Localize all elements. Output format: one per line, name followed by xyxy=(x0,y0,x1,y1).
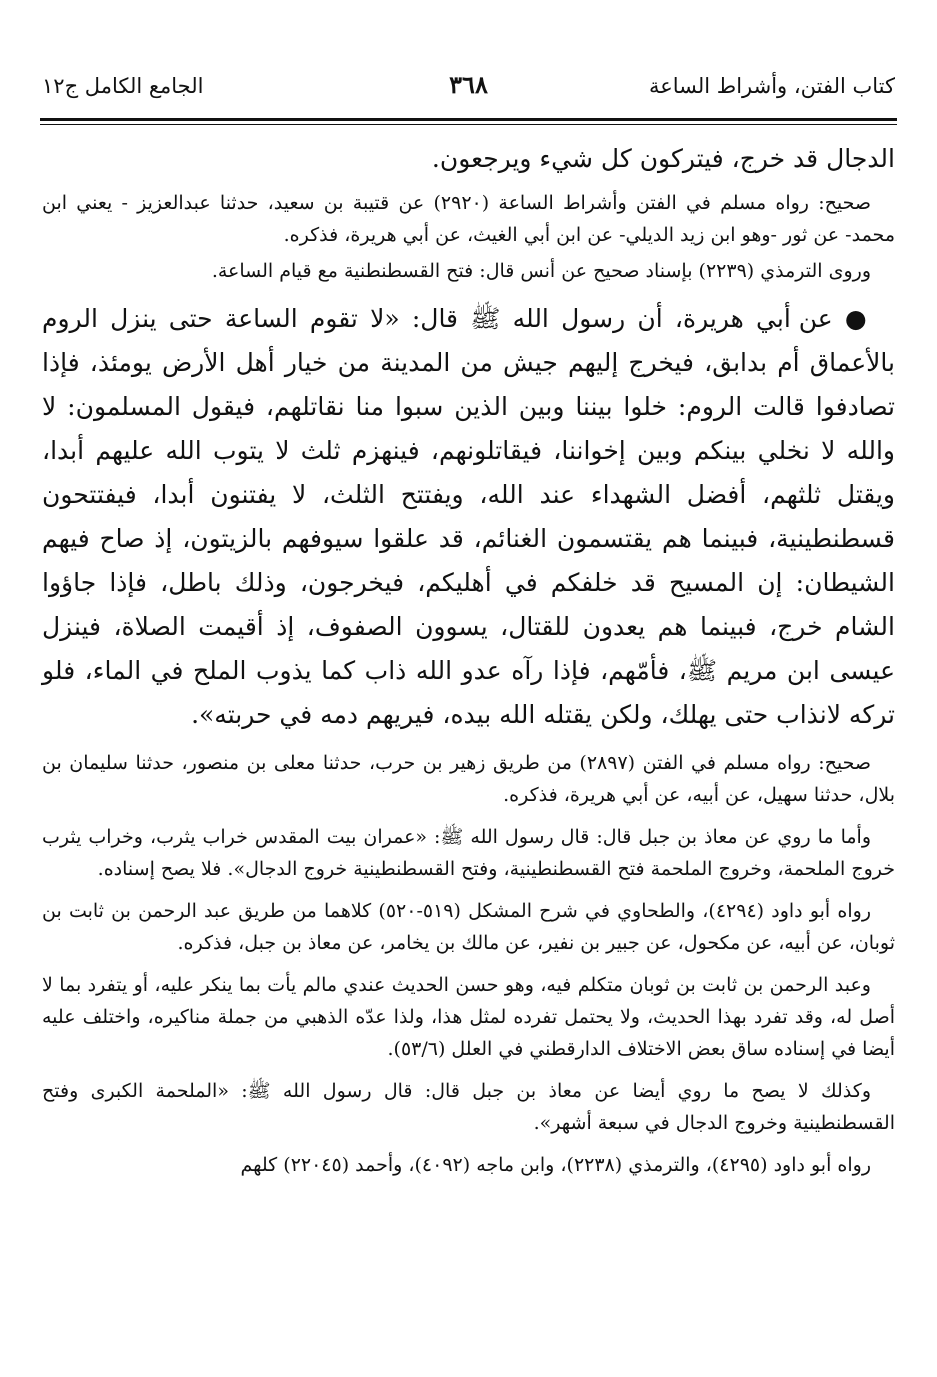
takhrij-note: صحيح: رواه مسلم في الفتن (٢٨٩٧) من طريق زهير بن حرب، حدثنا معلى بن منصور، حدثنا سليمان بن بلال، حدثنا سهيل، عن أبيه، عن أبي هريرة، فذكره. xyxy=(42,752,895,806)
takhrij-note: رواه أبو داود (٤٢٩٥)، والترمذي (٢٢٣٨)، وابن ماجه (٤٠٩٢)، وأحمد (٢٢٠٤٥) كلهم xyxy=(240,1154,871,1176)
takhrij-note: رواه أبو داود (٤٢٩٤)، والطحاوي في شرح المشكل (٥١٩-٥٢٠) كلاهما من طريق عبد الرحمن بن ثابت بن ثوبان، عن أبيه، عن مكحول، عن جبير بن نفير، عن مالك بن يخامر، عن معاذ بن جبل، فذكره. xyxy=(42,900,895,954)
header-rule-thick xyxy=(40,118,897,121)
weak-narration: وكذلك لا يصح ما روي أيضا عن معاذ بن جبل قال: قال رسول الله ﷺ: «الملحمة الكبرى وفتح القسطنطينية وخروج الدجال في سبعة أشهر». xyxy=(42,1080,895,1134)
page-header xyxy=(42,70,895,110)
hadith-text xyxy=(42,297,895,737)
page-body xyxy=(42,137,895,1181)
weak-narration: وأما ما روي عن معاذ بن جبل قال: قال رسول الله ﷺ: «عمران بيت المقدس خراب يثرب، وخراب يثرب خروج الملحمة، وخروج الملحمة فتح القسطنطينية، وفتح القسطنطينية خروج الدجال». فلا يصح إسناده. xyxy=(42,826,895,880)
page-number: ٣٦٨ xyxy=(449,70,488,99)
narrator-critique: وعبد الرحمن بن ثابت بن ثوبان متكلم فيه، وهو حسن الحديث عندي مالم يأت بما ينكر عليه، أو يتفرد بما لا أصل له، وقد تفرد بهذا الحديث، ولا يحتمل تفرده لمثل هذا، ولذا عدّه الذهبي من جملة مناكيره، واختلف عليه أيضا في إسناده ساق بعض الاختلاف الدارقطني في العلل (٥٣/٦). xyxy=(42,974,895,1060)
hadith-body: عن أبي هريرة، أن رسول الله ﷺ قال: «لا تقوم الساعة حتى ينزل الروم بالأعماق أم بدابق، فيخرج إليهم جيش من المدينة من خيار أهل الأرض يومئذ، فإذا تصادفوا قالت الروم: خلوا بيننا وبين الذين سبوا منا نقاتلهم، فيقول المسلمون: لا والله لا نخلي بينكم وبين إخواننا، فيقاتلونهم، فينهزم ثلث لا يتوب الله عليهم أبدا، ويقتل ثلثهم، أفضل الشهداء عند الله، ويفتتح الثلث، لا يفتنون أبدا، فيفتتحون قسطنطينية، فبينما هم يقتسمون الغنائم، قد علقوا سيوفهم بالزيتون، إذ صاح فيهم الشيطان: إن المسيح قد خلفكم في أهليكم، فيخرجون، وذلك باطل، فإذا جاؤوا الشام خرج، فبينما هم يعدون للقتال، يسوون الصفوف، إذ أقيمت الصلاة، فينزل عيسى ابن مريم ﷺ، فأمّهم، فإذا رآه عدو الله ذاب كما يذوب الملح في الماء، فلو تركه لانذاب حتى يهلك، ولكن يقتله الله بيده، فيريهم دمه في حربته». xyxy=(42,304,895,729)
hadith-ending: الدجال قد خرج، فيتركون كل شيء ويرجعون. xyxy=(431,144,895,173)
bullet-icon: ● xyxy=(844,304,871,333)
supporting-note: وروى الترمذي (٢٢٣٩) بإسناد صحيح عن أنس قال: فتح القسطنطنية مع قيام الساعة. xyxy=(211,260,871,282)
takhrij-note: صحيح: رواه مسلم في الفتن وأشراط الساعة (٢٩٢٠) عن قتيبة بن سعيد، حدثنا عبدالعزيز - يعني ابن محمد- عن ثور -وهو ابن زيد الديلي- عن ابن أبي الغيث، عن أبي هريرة، فذكره. xyxy=(42,192,895,246)
collection-title: الجامع الكامل ج١٢ xyxy=(42,74,204,98)
book-title: كتاب الفتن، وأشراط الساعة xyxy=(648,74,895,98)
header-rule-thin xyxy=(40,124,897,125)
